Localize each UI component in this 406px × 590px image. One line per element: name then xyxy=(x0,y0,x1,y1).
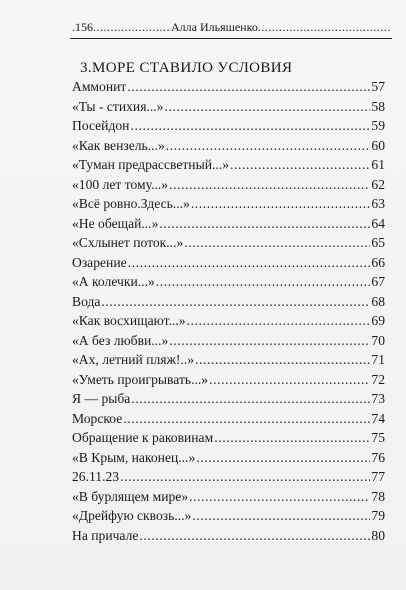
toc-entry xyxy=(72,138,385,158)
toc-entry-title: «Всё ровно.Здесь...» xyxy=(72,196,190,211)
toc-entry-page: 58 xyxy=(371,98,385,114)
toc-entry-page: 70 xyxy=(371,332,385,348)
toc-entry-page: 74 xyxy=(371,410,385,426)
toc-entry-title: «Схлынет поток...» xyxy=(72,235,184,250)
toc-entry-page: 72 xyxy=(371,371,385,387)
toc-entry xyxy=(72,372,385,392)
toc-entry-page: 69 xyxy=(371,313,385,328)
toc-leader-dots xyxy=(195,352,370,368)
toc-entry-title: 26.11.23 xyxy=(72,469,120,484)
toc-entry xyxy=(72,430,385,450)
toc-leader-dots xyxy=(139,528,370,544)
running-header xyxy=(72,20,390,35)
toc-entry-page: 73 xyxy=(371,391,385,406)
toc-entry-title: «Как вензель...» xyxy=(72,137,165,153)
toc-entry-title: «Уметь проигрывать...» xyxy=(72,371,209,387)
toc-entry-page: 80 xyxy=(371,527,385,543)
toc-entry xyxy=(72,450,385,470)
toc-leader-dots xyxy=(169,333,370,349)
toc-leader-dots xyxy=(187,313,371,329)
toc-entry-title: «В бурлящем мире» xyxy=(72,488,189,504)
toc-entry-title: Аммонит xyxy=(72,79,127,94)
toc-entry xyxy=(72,216,385,236)
toc-entry-page: 57 xyxy=(371,79,385,94)
toc-entry-page: 78 xyxy=(371,488,385,504)
toc-leader-dots xyxy=(164,99,370,115)
toc-entry xyxy=(72,352,385,372)
toc-entry xyxy=(72,118,385,138)
toc-entry xyxy=(72,196,385,216)
toc-entry-title: «100 лет тому...» xyxy=(72,176,169,192)
toc-entry xyxy=(72,489,385,509)
toc-entry-page: 63 xyxy=(371,196,385,211)
header-leader-right xyxy=(258,20,390,35)
toc-leader-dots xyxy=(196,450,370,466)
toc-entry-page: 61 xyxy=(371,157,385,172)
toc-entry-page: 66 xyxy=(371,254,385,270)
toc-entry-title: «Дрейфую сквозь...» xyxy=(72,508,192,523)
toc-entry-page: 71 xyxy=(371,352,385,367)
toc-entry-title: «Туман предрассветный...» xyxy=(72,157,229,172)
toc-leader-dots xyxy=(191,196,371,212)
toc-entry xyxy=(72,528,385,548)
toc-leader-dots xyxy=(184,235,370,251)
toc-leader-dots xyxy=(189,489,370,505)
toc-entry-page: 75 xyxy=(371,430,385,445)
toc-entry xyxy=(72,294,385,314)
toc-entry-page: 65 xyxy=(371,235,385,250)
toc-entry-title: «А без любви...» xyxy=(72,332,169,348)
toc-leader-dots xyxy=(209,372,370,388)
toc-entry xyxy=(72,391,385,411)
header-rule xyxy=(70,38,392,39)
toc-entry xyxy=(72,274,385,294)
toc-entry-title: Морское xyxy=(72,410,123,426)
toc-entry xyxy=(72,411,385,431)
toc-entry-title: «Ах, летний пляж!..» xyxy=(72,352,195,367)
toc-leader-dots xyxy=(120,469,370,485)
toc-entry-page: 64 xyxy=(371,215,385,231)
toc-leader-dots xyxy=(131,391,370,407)
toc-entry-title: «А колечки...» xyxy=(72,274,155,289)
toc-entry-title: «Не обещай...» xyxy=(72,215,159,231)
section-title: 3.МОРЕ СТАВИЛО УСЛОВИЯ xyxy=(80,60,293,76)
toc-entry-title: Обращение к раковинам xyxy=(72,430,214,445)
toc-entry-page: 76 xyxy=(371,449,385,465)
toc-entry-title: «Как восхищают...» xyxy=(72,313,186,328)
header-author: Алла Ильяшенко xyxy=(171,20,258,34)
toc-entry-title: Посейдон xyxy=(72,118,130,133)
toc-entry-title: Я — рыба xyxy=(72,391,131,406)
toc-entry xyxy=(72,157,385,177)
table-of-contents xyxy=(72,79,385,547)
header-leader-left xyxy=(93,20,171,35)
toc-entry xyxy=(72,313,385,333)
toc-entry-page: 79 xyxy=(371,508,385,523)
toc-entry-page: 62 xyxy=(371,176,385,192)
toc-entry xyxy=(72,255,385,275)
toc-leader-dots xyxy=(128,255,371,271)
toc-entry xyxy=(72,177,385,197)
toc-leader-dots xyxy=(123,411,370,427)
toc-leader-dots xyxy=(159,216,370,232)
toc-entry-title: Вода xyxy=(72,293,101,309)
header-page-number: .156 xyxy=(72,20,93,34)
toc-entry xyxy=(72,99,385,119)
toc-entry xyxy=(72,79,385,99)
toc-entry-title: «Ты - стихия...» xyxy=(72,98,164,114)
toc-entry-page: 67 xyxy=(371,274,385,289)
toc-entry-title: Озарение xyxy=(72,254,127,270)
toc-entry xyxy=(72,333,385,353)
toc-entry-page: 77 xyxy=(371,469,385,484)
toc-entry-page: 68 xyxy=(371,293,385,309)
toc-entry-title: На причале xyxy=(72,527,139,543)
toc-entry-page: 60 xyxy=(371,137,385,153)
toc-entry-page: 59 xyxy=(371,118,385,133)
toc-entry xyxy=(72,469,385,489)
toc-leader-dots xyxy=(169,177,370,193)
toc-leader-dots xyxy=(214,430,370,446)
toc-leader-dots xyxy=(230,157,370,173)
toc-leader-dots xyxy=(166,138,371,154)
toc-entry-title: «В Крым, наконец...» xyxy=(72,449,196,465)
toc-leader-dots xyxy=(127,79,370,95)
toc-leader-dots xyxy=(130,118,370,134)
toc-leader-dots xyxy=(156,274,371,290)
toc-leader-dots xyxy=(192,508,370,524)
toc-entry xyxy=(72,235,385,255)
toc-leader-dots xyxy=(101,294,370,310)
toc-entry xyxy=(72,508,385,528)
